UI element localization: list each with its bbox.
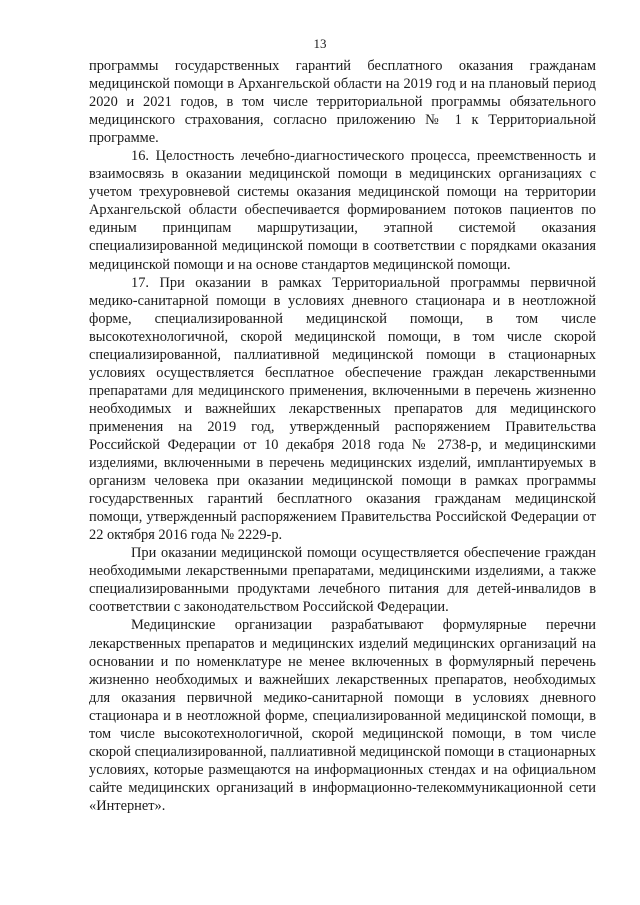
paragraph-formulary-lists: Медицинские организации разрабатывают формулярные перечни лекарственных препаратов и медицинских изделий медицинских организаций на основании и по номенклатуре не менее включенных в формулярный перечень жизненно необходимых и важнейших лекарственных препаратов, необходимых для оказания первичной медико-санитарной помощи в условиях дневного стационара и в неотложной форме, специализированной медицинской помощи, в том числе высокотехнологичной, скорой медицинской помощи, в том числе скорой специализированной, паллиативной медицинской помощи в стационарных условиях, которые размещаются на информационных стендах и на официальном сайте медицинских организаций в информационно-телекоммуникационной сети «Интернет». [89,617,596,814]
paragraph-item-16: 16. Целостность лечебно-диагностического процесса, преемственность и взаимосвязь в оказании медицинской помощи в медицинских организациях с учетом трехуровневой системы оказания медицинской помощи на территории Архангельской области обеспечивается формированием потоков пациентов по единым принципам маршрутизации, этапной системой оказания специализированной медицинской помощи в соответствии с порядками оказания медицинской помощи и на основе стандартов медицинской помощи. [89,148,596,273]
paragraph-continuation: программы государственных гарантий бесплатного оказания гражданам медицинской помощи в Архангельской области на 2019 год и на плановый период 2020 и 2021 годов, в том числе территориальной программы обязательного медицинского страхования, согласно приложению № 1 к Территориальной программе. [89,58,596,147]
page-number: 13 [313,36,327,51]
paragraph-medication-provision: При оказании медицинской помощи осуществляется обеспечение граждан необходимыми лекарственными препаратами, медицинскими изделиями, а также специализированными продуктами лечебного питания для детей-инвалидов в соответствии с законодательством Российской Федерации. [89,545,596,616]
paragraph-item-17: 17. При оказании в рамках Территориальной программы первичной медико-санитарной помощи в условиях дневного стационара и в неотложной форме, специализированной медицинской помощи, в том числе высокотехнологичной, скорой медицинской помощи, в том числе скорой специализированной, паллиативной медицинской помощи в стационарных условиях осуществляется бесплатное обеспечение граждан лекарственными препаратами для медицинского применения, включенными в перечень жизненно необходимых и важнейших лекарственных препаратов для медицинского применения на 2019 год, утвержденный распоряжением Правительства Российской Федерации от 10 декабря 2018 года № 2738-р, и медицинскими изделиями, включенными в перечень медицинских изделий, имплантируемых в организм человека при оказании медицинской помощи в рамках программы государственных гарантий бесплатного оказания гражданам медицинской помощи, утвержденный распоряжением Правительства Российской Федерации от 22 октября 2016 года № 2229-р. [89,274,596,544]
document-body [89,57,596,815]
